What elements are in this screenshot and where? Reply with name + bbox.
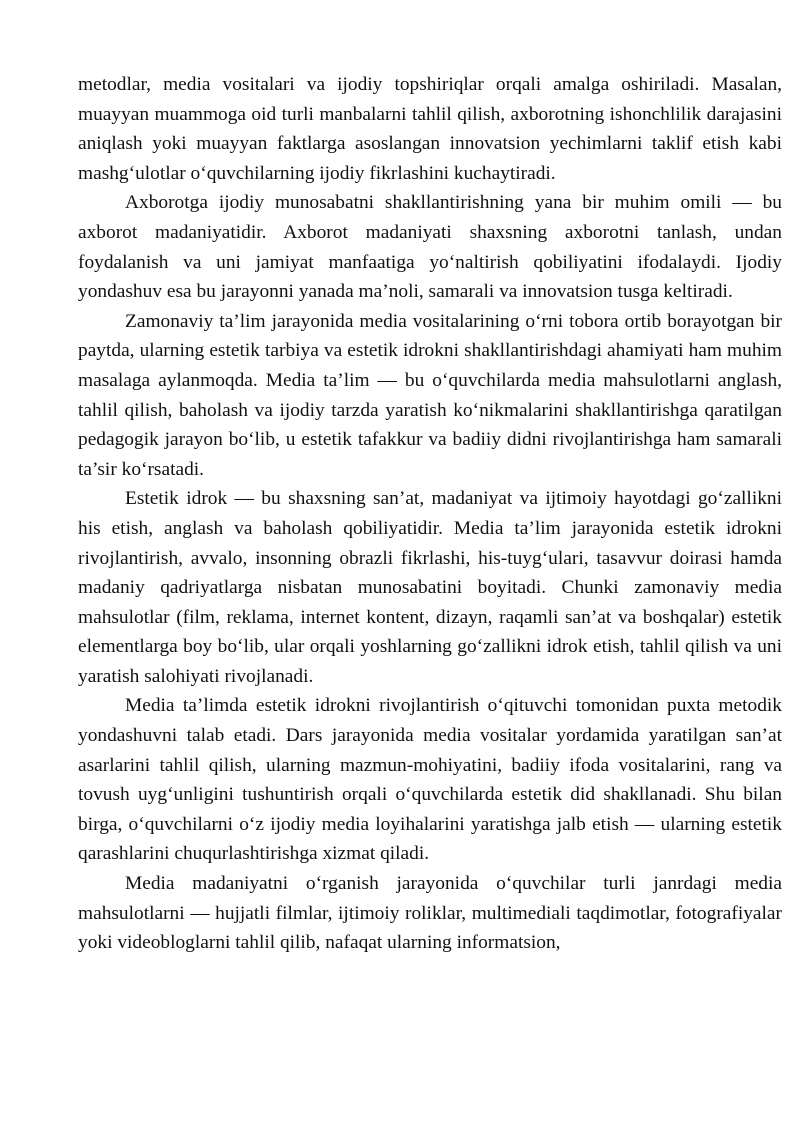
paragraph: Media madaniyatni o‘rganish jarayonida o‘quvchilar turli janrdagi media mahsulotlarni — hujjatli filmlar, ijtimoiy roliklar, multimediali taqdimotlar, fotografiyalar yoki videobloglarni tahlil qilib, nafaqat ularning informatsion, (78, 873, 782, 954)
paragraph: Zamonaviy ta’lim jarayonida media vositalarining o‘rni tobora ortib borayotgan bir paytda, ularning estetik tarbiya va estetik idrokni shakllantirishdagi ahamiyati ham muhim masalaga aylanmoqda. Media ta’lim — bu o‘quvchilarda media mahsulotlarni anglash, tahlil qilish, baholash va ijodiy tarzda yaratish ko‘nikmalarini shakllantirishga qaratilgan pedagogik jarayon bo‘lib, u estetik tafakkur va badiiy didni rivojlantirishga ham samarali ta’sir ko‘rsatadi. (78, 310, 782, 480)
paragraph: Estetik idrok — bu shaxsning san’at, madaniyat va ijtimoiy hayotdagi go‘zallikni his etish, anglash va baholash qobiliyatidir. Media ta’lim jarayonida estetik idrokni rivojlantirish, avvalo, insonning obrazli fikrlashi, his-tuyg‘ulari, tasavvur doirasi hamda madaniy qadriyatlarga nisbatan munosabatini boyitadi. Chunki zamonaviy media mahsulotlar (film, reklama, internet kontent, dizayn, raqamli san’at va boshqalar) estetik elementlarga boy bo‘lib, ular orqali yoshlarning go‘zallikni idrok etish, tahlil qilish va uni yaratish salohiyati rivojlanadi. (78, 488, 782, 687)
paragraph: Axborotga ijodiy munosabatni shakllantirishning yana bir muhim omili — bu axborot madaniyatidir. Axborot madaniyati shaxsning axborotni tanlash, undan foydalanish va uni jamiyat manfaatiga yo‘naltirish qobiliyatini ifodalaydi. Ijodiy yondashuv esa bu jarayonni yanada ma’noli, samarali va innovatsion tusga keltiradi. (78, 192, 782, 303)
document-page (78, 70, 782, 958)
paragraph: metodlar, media vositalari va ijodiy topshiriqlar orqali amalga oshiriladi. Masalan, muayyan muammoga oid turli manbalarni tahlil qilish, axborotning ishonchlilik darajasini aniqlash yoki muayyan faktlarga asoslangan innovatsion yechimlarni taklif etish kabi mashg‘ulotlar o‘quvchilarning ijodiy fikrlashini kuchaytiradi. (78, 74, 782, 184)
paragraph: Media ta’limda estetik idrokni rivojlantirish o‘qituvchi tomonidan puxta metodik yondashuvni talab etadi. Dars jarayonida media vositalar yordamida yaratilgan san’at asarlarini tahlil qilish, ularning mazmun-mohiyatini, badiiy ifoda vositalarini, rang va tovush uyg‘unligini tushuntirish orqali o‘quvchilarda estetik did shakllanadi. Shu bilan birga, o‘quvchilarni o‘z ijodiy media loyihalarini yaratishga jalb etish — ularning estetik qarashlarini chuqurlashtirishga xizmat qiladi. (78, 695, 782, 865)
